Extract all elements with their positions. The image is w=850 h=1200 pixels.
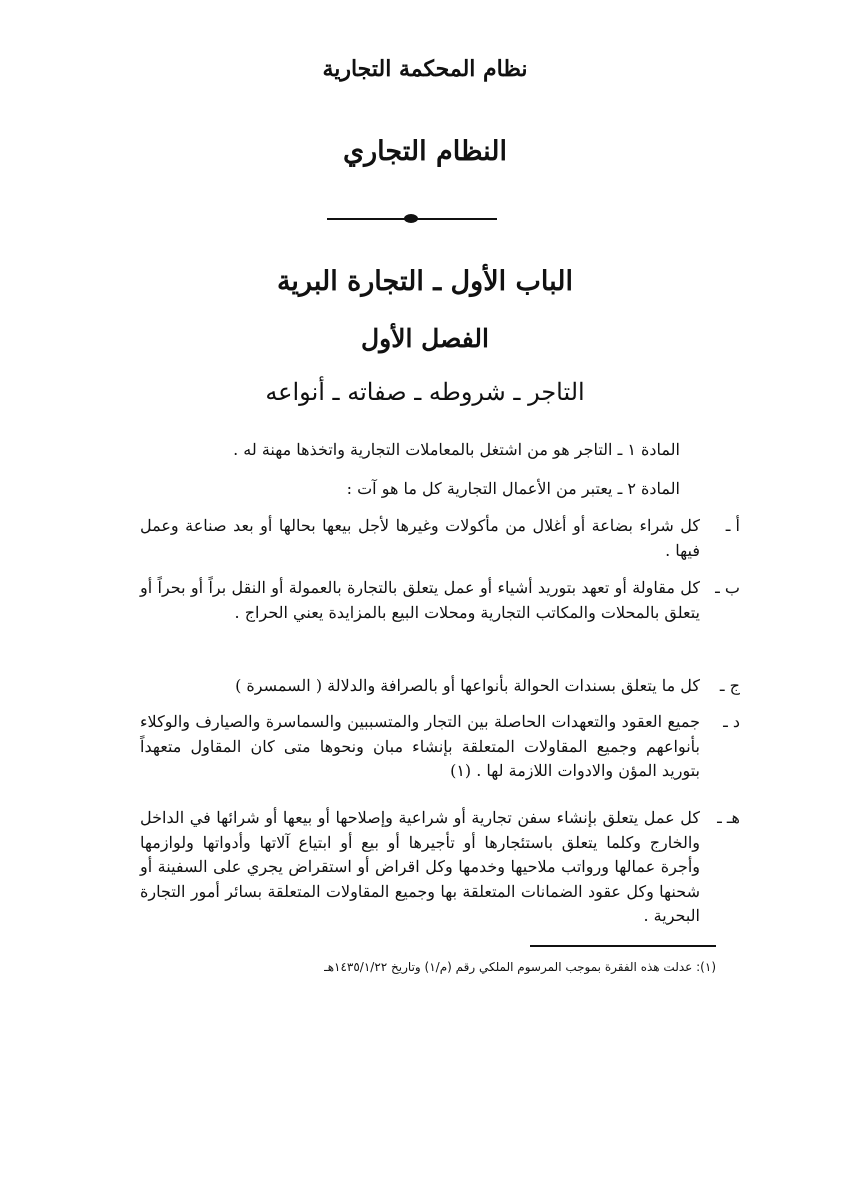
item-label-d: د ـ <box>723 712 740 731</box>
chapter-subject: التاجر ـ شروطه ـ صفاته ـ أنواعه <box>265 378 585 406</box>
chapter-title: الفصل الأول <box>361 324 489 353</box>
article-1: المادة ١ ـ التاجر هو من اشتغل بالمعاملات التجارية واتخذها مهنة له . <box>233 440 680 459</box>
part-title: الباب الأول ـ التجارة البرية <box>276 266 574 297</box>
article-2: المادة ٢ ـ يعتبر من الأعمال التجارية كل ما هو آت : <box>346 479 680 498</box>
item-text-d: جميع العقود والتعهدات الحاصلة بين التجار والمتسببين والسماسرة والصيارف والوكلاء بأنواعهم وجميع المقاولات المتعلقة بإنشاء مبان ونحوها متى كان المقاول متعهداً بتوريد المؤن والادوات اللازمة لها . (١) <box>140 712 700 780</box>
item-text-a: كل شراء بضاعة أو أغلال من مأكولات وغيرها لأجل بيعها بحالها أو بعد صناعة وعمل فيها . <box>140 516 700 560</box>
footnote: (١): عدلت هذه الفقرة بموجب المرسوم الملكي رقم (م/١) وتاريخ ١٤٣٥/١/٢٢هـ <box>324 960 716 974</box>
item-label-b: ب ـ <box>715 578 740 597</box>
item-text-c: كل ما يتعلق بسندات الحوالة بأنواعها أو بالصرافة والدلالة ( السمسرة ) <box>235 676 700 695</box>
law-title: نظام المحكمة التجارية <box>322 56 528 82</box>
item-label-a: أ ـ <box>725 516 740 535</box>
item-label-e: هـ ـ <box>717 808 740 827</box>
item-label-c: ج ـ <box>719 676 740 695</box>
system-title: النظام التجاري <box>342 136 508 167</box>
ornament-diamond <box>404 214 418 223</box>
item-text-e: كل عمل يتعلق بإنشاء سفن تجارية أو شراعية وإصلاحها أو بيعها أو شرائها في الداخل والخارج وكلما يتعلق باستئجارها أو تأجيرها أو بيع أو ابتياع آلاتها وأدواتها ولوازمها وأجرة عمالها ورواتب ملاحيها وخدمها وكل اقراض أو استقراض يجري على السفينة أو شحنها وكل عقود الضمانات المتعلقة بها وجميع المقاولات المتعلقة بسائر أمور التجارة البحرية . <box>140 808 700 925</box>
item-text-b: كل مقاولة أو تعهد بتوريد أشياء أو عمل يتعلق بالتجارة بالعمولة أو النقل براً أو بحراً أو يتعلق بالمحلات والمكاتب التجارية ومحلات البيع بالمزايدة يعني الحراج . <box>140 578 700 622</box>
footnote-rule <box>530 945 716 947</box>
